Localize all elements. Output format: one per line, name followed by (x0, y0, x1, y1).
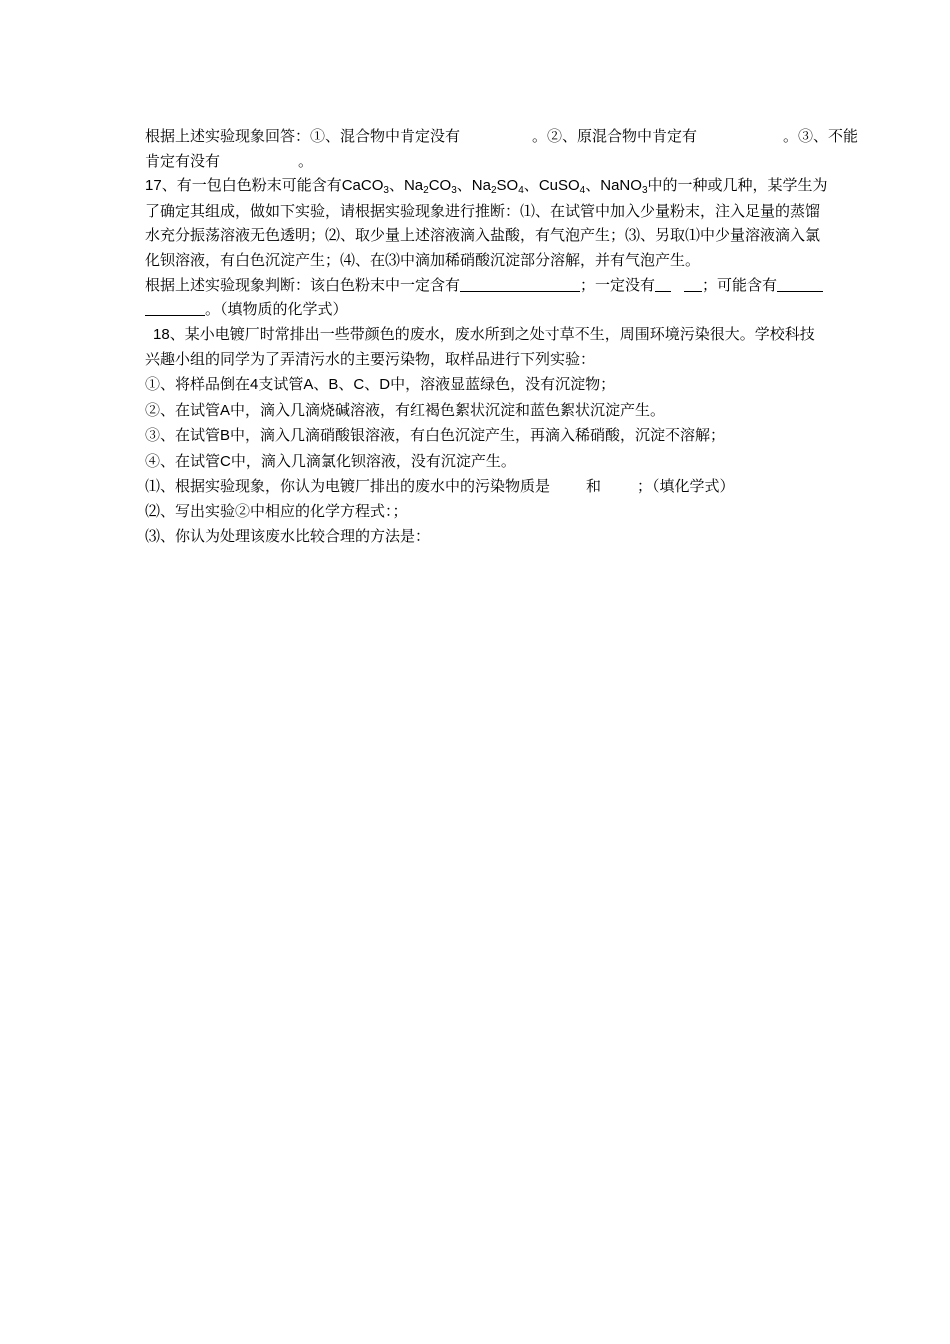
separator: 、 (523, 176, 539, 195)
q16-answer-line-1 (145, 124, 880, 149)
tube-labels: A、B、C、D (303, 375, 391, 393)
q16-answer-end: 。 (298, 151, 314, 170)
q17-number: 17 (145, 177, 162, 195)
q16-answer-line2-text: 肯定有没有 (145, 151, 221, 170)
formula-cuso4: CuSO$_4$ (538, 177, 586, 197)
tube-b-label: B (220, 427, 231, 445)
q17-judge-mid1: ；一定没有 (580, 275, 656, 294)
document-page (145, 124, 880, 548)
formula-na2co3: $Na_2CO_3$ (403, 177, 457, 197)
q17-blank-absent-a[interactable] (655, 277, 671, 292)
separator: 、 (585, 176, 601, 195)
q17-judge-prefix: 根据上述实验现象判断：该白色粉末中一定含有 (145, 275, 461, 294)
q17-judge-line-2 (145, 297, 880, 322)
q18-line-2: 兴趣小组的同学为了弄清污水的主要污染物，取样品进行下列实验： (145, 350, 596, 369)
q18-number: 18 (153, 325, 170, 343)
tube-a-label: A (220, 401, 231, 419)
q17-line-2: 了确定其组成，做如下实验，请根据实验现象进行推断：⑴、在试管中加入少量粉末，注入足量的蒸馏 (145, 201, 821, 220)
q16-answer-mid2: 。③、不能 (783, 127, 859, 145)
separator: 、 (456, 176, 472, 195)
q17-blank-definite[interactable] (460, 277, 580, 292)
q18-line1-text: 、某小电镀厂时常排出一些带颜色的废水，废水所到之处寸草不生，周围环境污染很大。学校科技 (169, 324, 815, 343)
q17-judge-end: 。（填物质的化学式） (205, 300, 348, 319)
q17-judge-mid2: ；可能含有 (702, 275, 778, 294)
q17-line-4: 化钡溶液，有白色沉淀产生；⑷、在⑶中滴加稀硝酸沉淀部分溶解，并有气泡产生。 (145, 250, 701, 269)
q17-line-3: 水充分振荡溶液无色透明；⑵、取少量上述溶液滴入盐酸，有气泡产生；⑶、另取⑴中少量溶液滴入氯 (145, 226, 821, 245)
q17-line-1 (145, 173, 880, 199)
q18-sub-1: ⑴、根据实验现象，你认为电镀厂排出的废水中的污染物质是 和 ；（填化学式） (145, 477, 735, 496)
q17-blank-absent-b[interactable] (684, 277, 702, 292)
q18-step-3: ③、在试管B中，滴入几滴硝酸银溶液，有白色沉淀产生，再滴入稀硝酸，沉淀不溶解； (145, 426, 726, 445)
q17-blank-possible-cont[interactable] (145, 301, 205, 316)
formula-nano3: NaNO$_3$ (600, 177, 648, 197)
q17-intro: 、有一包白色粉末可能含有 (161, 176, 342, 195)
q17-blank-possible[interactable] (777, 277, 823, 292)
formula-caco3: CaCO$_3$ (341, 177, 389, 197)
separator: 、 (388, 176, 404, 195)
tube-c-label: C (220, 452, 231, 470)
q18-step-2: ②、在试管A中，滴入几滴烧碱溶液，有红褐色絮状沉淀和蓝色絮状沉淀产生。 (145, 400, 666, 419)
q18-sub-2: ⑵、写出实验②中相应的化学方程式：； (145, 501, 408, 520)
q18-step-4: ④、在试管C中，滴入几滴氯化钡溶液，没有沉淀产生。 (145, 451, 516, 470)
q16-answer-mid1: 。②、原混合物中肯定有 (532, 127, 698, 145)
q18-line-1 (145, 322, 880, 348)
q18-step-1: ①、将样品倒在4支试管A、B、C、D中，溶液显蓝绿色，没有沉淀物； (145, 374, 616, 393)
q18-sub-3: ⑶、你认为处理该废水比较合理的方法是： (145, 526, 431, 545)
q17-judge-line (145, 273, 880, 298)
q16-answer-prefix: 根据上述实验现象回答：①、混合物中肯定没有 (145, 127, 461, 145)
tube-count: 4 (250, 375, 259, 393)
q16-answer-line-2 (145, 149, 880, 174)
q17-intro-tail: 中的一种或几种，某学生为 (647, 176, 828, 195)
formula-na2so4: $Na_2SO_4$ (471, 177, 524, 197)
